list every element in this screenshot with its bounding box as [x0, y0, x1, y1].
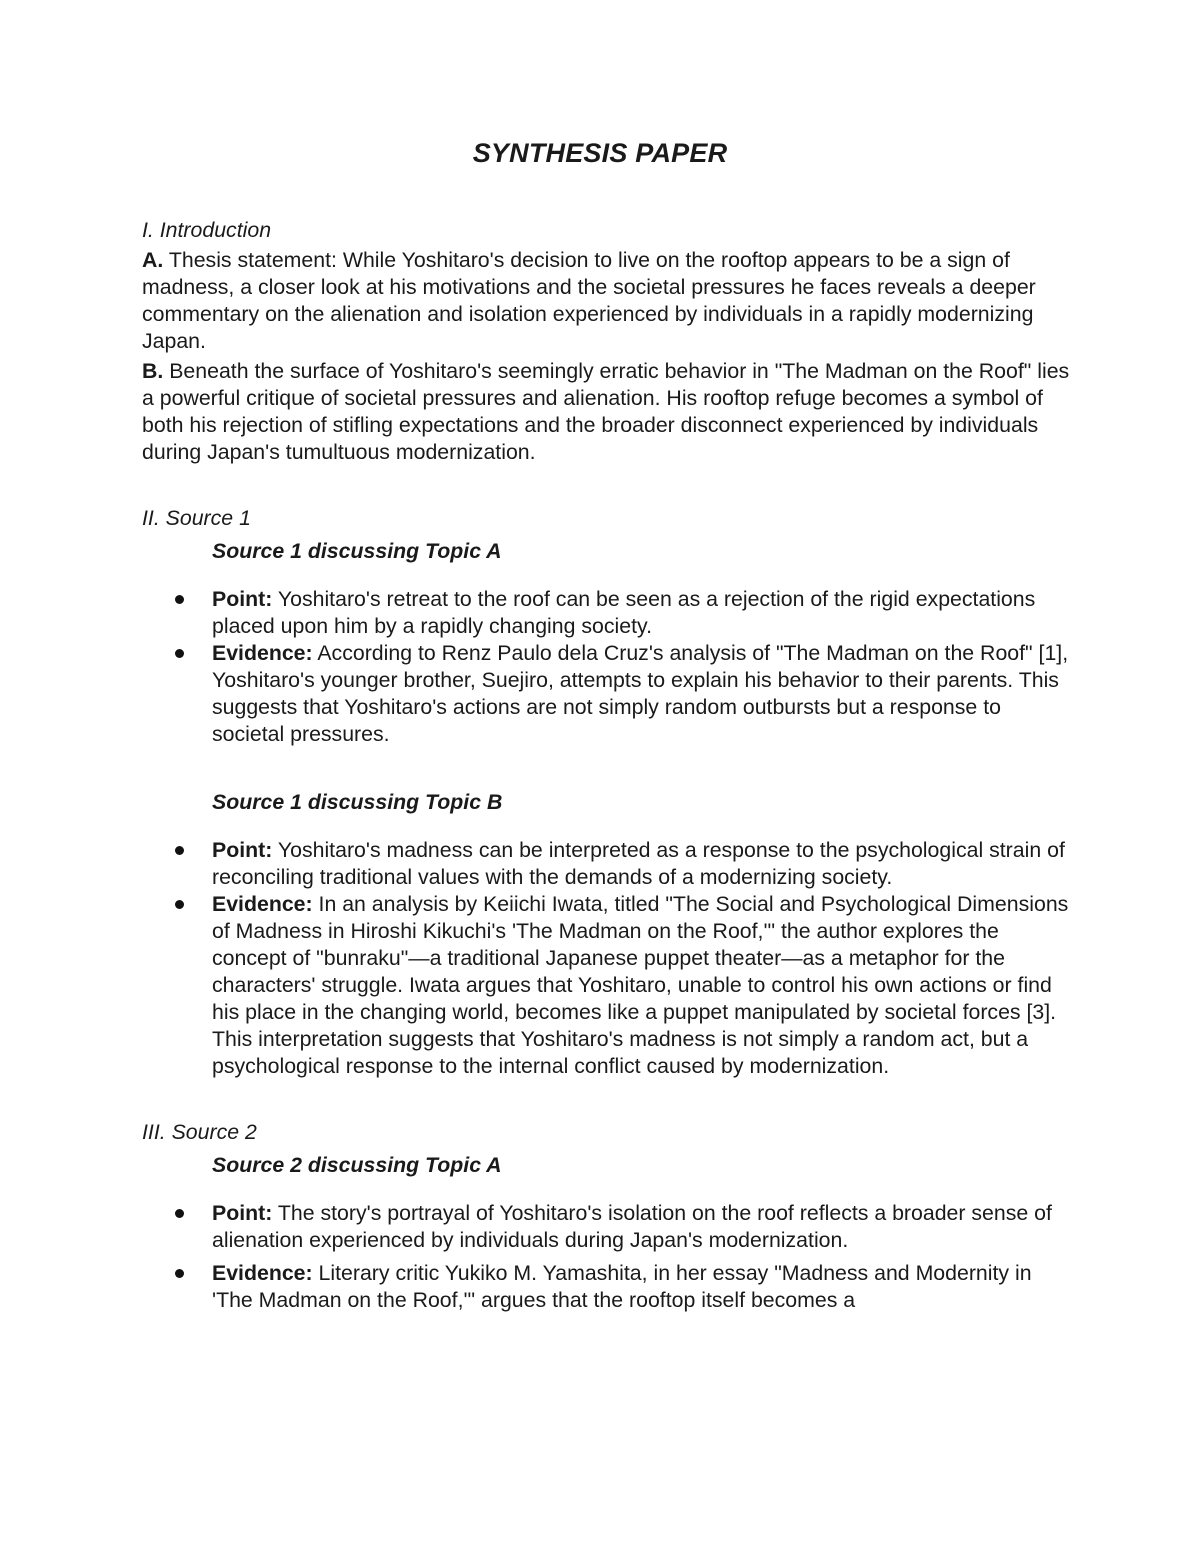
evidence-text: Literary critic Yukiko M. Yamashita, in her essay "Madness and Modernity in 'The Madman on the Roof,'" argues that the rooftop itself becomes a [212, 1261, 1032, 1312]
section-heading-source-1: II. Source 1 [142, 506, 251, 530]
intro-paragraph-a [142, 247, 1072, 355]
bullet-icon [175, 900, 184, 909]
subheading-source2-topic-a: Source 2 discussing Topic A [212, 1153, 502, 1177]
point-text: Yoshitaro's madness can be interpreted as a response to the psychological strain of reconciling traditional values with the demands of a modernizing society. [212, 838, 1065, 889]
bullet-icon [175, 595, 184, 604]
intro-a-text: Thesis statement: While Yoshitaro's decision to live on the rooftop appears to be a sign of madness, a closer look at his motivations and the societal pressures he faces reveals a deeper commentary on the alienation and isolation experienced by individuals in a rapidly modernizing Japan. [142, 248, 1036, 353]
intro-b-text: Beneath the surface of Yoshitaro's seemingly erratic behavior in "The Madman on the Roof" lies a powerful critique of societal pressures and alienation. His rooftop refuge becomes a symbol of both his rejection of stifling expectations and the broader disconnect experienced by individuals during Japan's tumultuous modernization. [142, 359, 1070, 464]
intro-a-label: A. [142, 248, 164, 272]
section-heading-introduction: I. Introduction [142, 218, 272, 242]
point-text: The story's portrayal of Yoshitaro's isolation on the roof reflects a broader sense of alienation experienced by individuals during Japan's modernization. [212, 1201, 1052, 1252]
list-item-point [142, 1200, 1072, 1254]
source2-topic-a-list [142, 1200, 1072, 1314]
intro-paragraph-b [142, 358, 1072, 466]
point-text: Yoshitaro's retreat to the roof can be seen as a rejection of the rigid expectations placed upon him by a rapidly changing society. [212, 587, 1036, 638]
subheading-source1-topic-a: Source 1 discussing Topic A [212, 539, 502, 563]
bullet-icon [175, 649, 184, 658]
list-item-evidence [142, 1260, 1072, 1314]
evidence-label: Evidence: [212, 892, 313, 916]
list-item-point [142, 837, 1072, 891]
evidence-text: In an analysis by Keiichi Iwata, titled "The Social and Psychological Dimensions of Madness in Hiroshi Kikuchi's 'The Madman on the Roof,'" the author explores the concept of "bunraku"—a traditional Japanese puppet theater—as a metaphor for the characters' struggle. Iwata argues that Yoshitaro, unable to control his own actions or find his place in the changing world, becomes like a puppet manipulated by societal forces [3]. This interpretation suggests that Yoshitaro's madness is not simply a random act, but a psychological response to the internal conflict caused by modernization. [212, 892, 1069, 1078]
point-label: Point: [212, 1201, 273, 1225]
evidence-text: According to Renz Paulo dela Cruz's analysis of "The Madman on the Roof" [1], Yoshitaro's younger brother, Suejiro, attempts to explain his behavior to their parents. This suggests that Yoshitaro's actions are not simply random outbursts but a response to societal pressures. [212, 641, 1069, 746]
section-heading-source-2: III. Source 2 [142, 1120, 257, 1144]
evidence-label: Evidence: [212, 1261, 313, 1285]
list-item-evidence [142, 891, 1072, 1080]
point-label: Point: [212, 587, 273, 611]
subheading-source1-topic-b: Source 1 discussing Topic B [212, 790, 503, 814]
evidence-label: Evidence: [212, 641, 313, 665]
bullet-icon [175, 1209, 184, 1218]
document-title: SYNTHESIS PAPER [472, 138, 728, 168]
point-label: Point: [212, 838, 273, 862]
list-item-evidence [142, 640, 1072, 748]
document-body [142, 214, 1072, 1314]
intro-b-label: B. [142, 359, 164, 383]
source1-topic-b-list [142, 837, 1072, 1080]
list-item-point [142, 586, 1072, 640]
source1-topic-a-list [142, 586, 1072, 748]
bullet-icon [175, 1269, 184, 1278]
bullet-icon [175, 846, 184, 855]
